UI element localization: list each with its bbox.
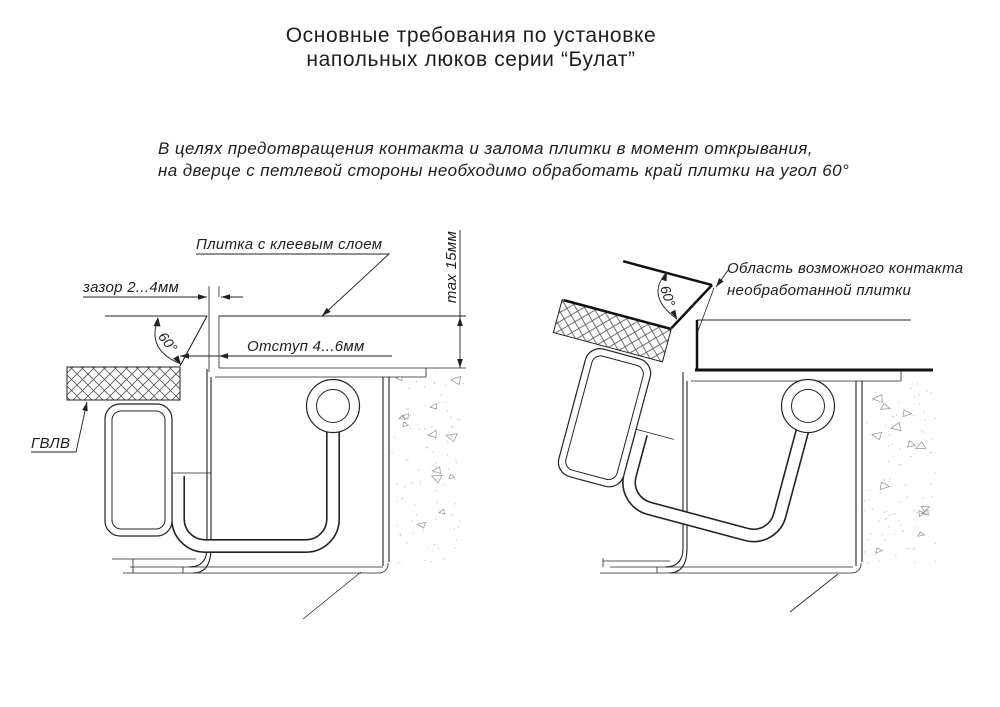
frame-body-open <box>600 370 901 612</box>
note-line2: на дверце с петлевой стороны необходимо обработать край плитки на угол 60° <box>158 161 850 180</box>
contact-area-label-line2: необработанной плитки <box>727 282 912 299</box>
hinge-circle-open <box>782 380 835 433</box>
bevel-edge-line <box>672 278 713 335</box>
angle-dimension-label-closed: 60° <box>155 328 181 356</box>
note-line1: В целях предотвращения контакта и залома плитки в момент открывания, <box>158 139 813 158</box>
angle-dimension-label-open: 60° <box>657 283 679 309</box>
break-line <box>303 572 361 619</box>
hinge-circle <box>307 380 360 433</box>
door-profile-open <box>555 345 654 490</box>
tile-adhesive-label: Плитка с клеевым слоем <box>196 236 383 253</box>
gap-dimension-label: зазор 2...4мм <box>83 279 180 296</box>
page-title-line2: напольных люков серии “Булат” <box>306 48 636 71</box>
gvlv-board-label: ГВЛВ <box>31 435 71 452</box>
offset-dimension-label: Отступ 4...6мм <box>247 338 365 355</box>
open-hatch-view <box>516 249 964 612</box>
page-title-line1: Основные требования по установке <box>285 24 657 47</box>
dimensions-closed <box>31 230 463 452</box>
gvlv-board-hatch <box>67 367 180 400</box>
frame-tile-open <box>695 320 933 370</box>
concrete-hatch-right <box>864 383 937 564</box>
hinge-arm <box>171 430 333 546</box>
closed-hatch-view <box>31 230 466 619</box>
frame-flange <box>215 368 426 377</box>
max-thickness-dimension-label: max 15мм <box>443 230 460 304</box>
break-line-open <box>790 574 838 612</box>
untreated-tile-surface-line <box>623 261 712 285</box>
contact-area-label-line1: Область возможного контакта <box>727 260 964 277</box>
door-profile <box>105 404 172 536</box>
concrete-hatch-left <box>391 371 464 564</box>
